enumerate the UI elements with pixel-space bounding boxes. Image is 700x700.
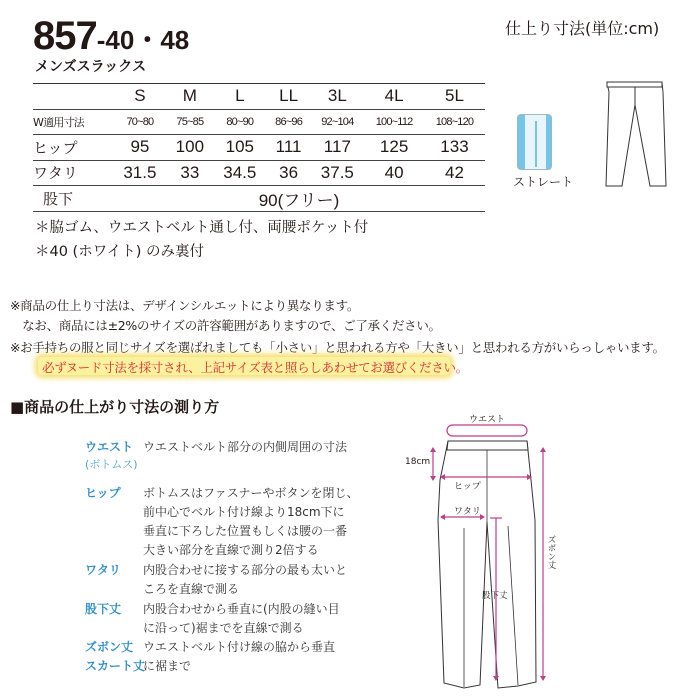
row-label: 股下 — [43, 190, 74, 208]
term-pants-length: ズボン丈 — [85, 640, 134, 654]
table-header-row — [33, 84, 485, 110]
cell: 31.5 — [123, 162, 157, 182]
size-header: L — [235, 86, 245, 106]
size-header: M — [182, 86, 197, 106]
note: ＊脇ゴム、ウエストベルト通し付、両腰ポケット付 — [35, 220, 369, 236]
inseam-label: 股下丈 — [482, 591, 508, 601]
silhouette-label: ストレート — [513, 175, 574, 189]
definition: に裾まで — [143, 659, 192, 673]
table-row — [33, 135, 485, 161]
cell: 133 — [440, 137, 469, 157]
definition: 垂直に下ろした位置もしくは腰の一番 — [143, 524, 348, 538]
cell: 95 — [130, 137, 150, 157]
term-waist-sub: (ボトムス) — [85, 458, 138, 471]
size-header: 3L — [327, 86, 347, 106]
cell: 80~90 — [226, 115, 254, 128]
cell: 75~85 — [176, 115, 204, 128]
cell: 117 — [323, 137, 351, 157]
note: ＊40 (ホワイト) のみ裏付 — [35, 244, 205, 260]
size-header: LL — [279, 86, 299, 106]
definition: 大きい部分を直線で測り2倍する — [143, 543, 319, 557]
table-row-inseam — [33, 186, 485, 212]
size-header: 5L — [445, 86, 464, 106]
size-header: 4L — [384, 86, 404, 106]
definition: 内股合わせから垂直に(内股の縫い目 — [143, 602, 340, 616]
caution-text: ※お手持ちの服と同じサイズを選ばれましても「小さい」と思われる方や「大きい」と思われる方がいらっしゃいます。 — [10, 340, 665, 355]
definition: 内股合わせに接する部分の最も太いと — [143, 563, 348, 577]
section-heading: ■商品の仕上がり寸法の測り方 — [10, 398, 220, 416]
model-number: 857-40・48 — [33, 14, 190, 58]
waist-marker — [447, 425, 527, 436]
cell: 42 — [445, 162, 464, 182]
definition: 前中心でベルト付け線より18cm下に — [143, 505, 345, 519]
cell: 92~104 — [321, 115, 354, 128]
waist-label: ウエスト — [468, 415, 506, 425]
table-row — [33, 109, 485, 135]
definition: ウエストベルト部分の内側周囲の寸法 — [143, 440, 348, 454]
highlight-text: 必ずヌード寸法を採寸され、上記サイズ表と照らしあわせてお選びください。 — [42, 360, 468, 375]
term-thigh: ワタリ — [85, 563, 121, 577]
cell: 108~120 — [435, 115, 474, 128]
caution-text: なお、商品には±2%のサイズの許容範囲がありますので、ご了承ください。 — [10, 318, 441, 333]
cell: 70~80 — [126, 115, 154, 128]
cell: 90(フリー) — [258, 191, 340, 210]
hip-label: ヒップ — [454, 482, 481, 492]
cell: 100 — [175, 137, 205, 157]
row-label: W適用寸法 — [33, 115, 84, 129]
table-row — [33, 160, 485, 186]
cell: 105 — [225, 137, 254, 157]
definition: ボトムスはファスナーやボタンを閉じ、 — [143, 486, 359, 500]
term-waist: ウエスト — [85, 440, 134, 454]
pants-flat-icon — [600, 80, 670, 190]
cell: 34.5 — [223, 162, 257, 182]
straight-silhouette-icon — [517, 114, 552, 170]
caution-text: ※商品の仕上り寸法は、デザインシルエットにより異なります。 — [10, 298, 360, 313]
cell: 33 — [180, 162, 200, 182]
unit-label: 仕上り寸法(単位:cm) — [505, 19, 660, 38]
cell: 36 — [279, 162, 299, 182]
cell: 86~96 — [275, 115, 303, 128]
row-label: ワタリ — [33, 164, 78, 183]
term-skirt-length: スカート丈 — [85, 659, 146, 673]
18cm-label: 18cm — [405, 457, 431, 467]
cell: 40 — [384, 162, 404, 182]
term-hip: ヒップ — [85, 486, 121, 500]
thigh-label: ワタリ — [454, 507, 481, 517]
cell: 111 — [275, 137, 302, 157]
term-inseam: 股下丈 — [85, 602, 122, 616]
row-label: ヒップ — [33, 138, 78, 157]
cell: 125 — [379, 137, 409, 157]
cell: 37.5 — [320, 162, 354, 182]
definition: に沿って)裾までを直線で測る — [143, 621, 304, 635]
definition: ころを直線で測る — [143, 582, 240, 596]
cell: 100~112 — [375, 115, 413, 128]
length-label: ズボン丈 — [546, 535, 556, 569]
size-table — [33, 83, 485, 212]
measurement-diagram — [380, 410, 580, 700]
product-name: メンズスラックス — [35, 59, 147, 75]
definition: ウエストベルト付け線の脇から垂直 — [143, 640, 336, 654]
size-header: S — [134, 86, 146, 106]
